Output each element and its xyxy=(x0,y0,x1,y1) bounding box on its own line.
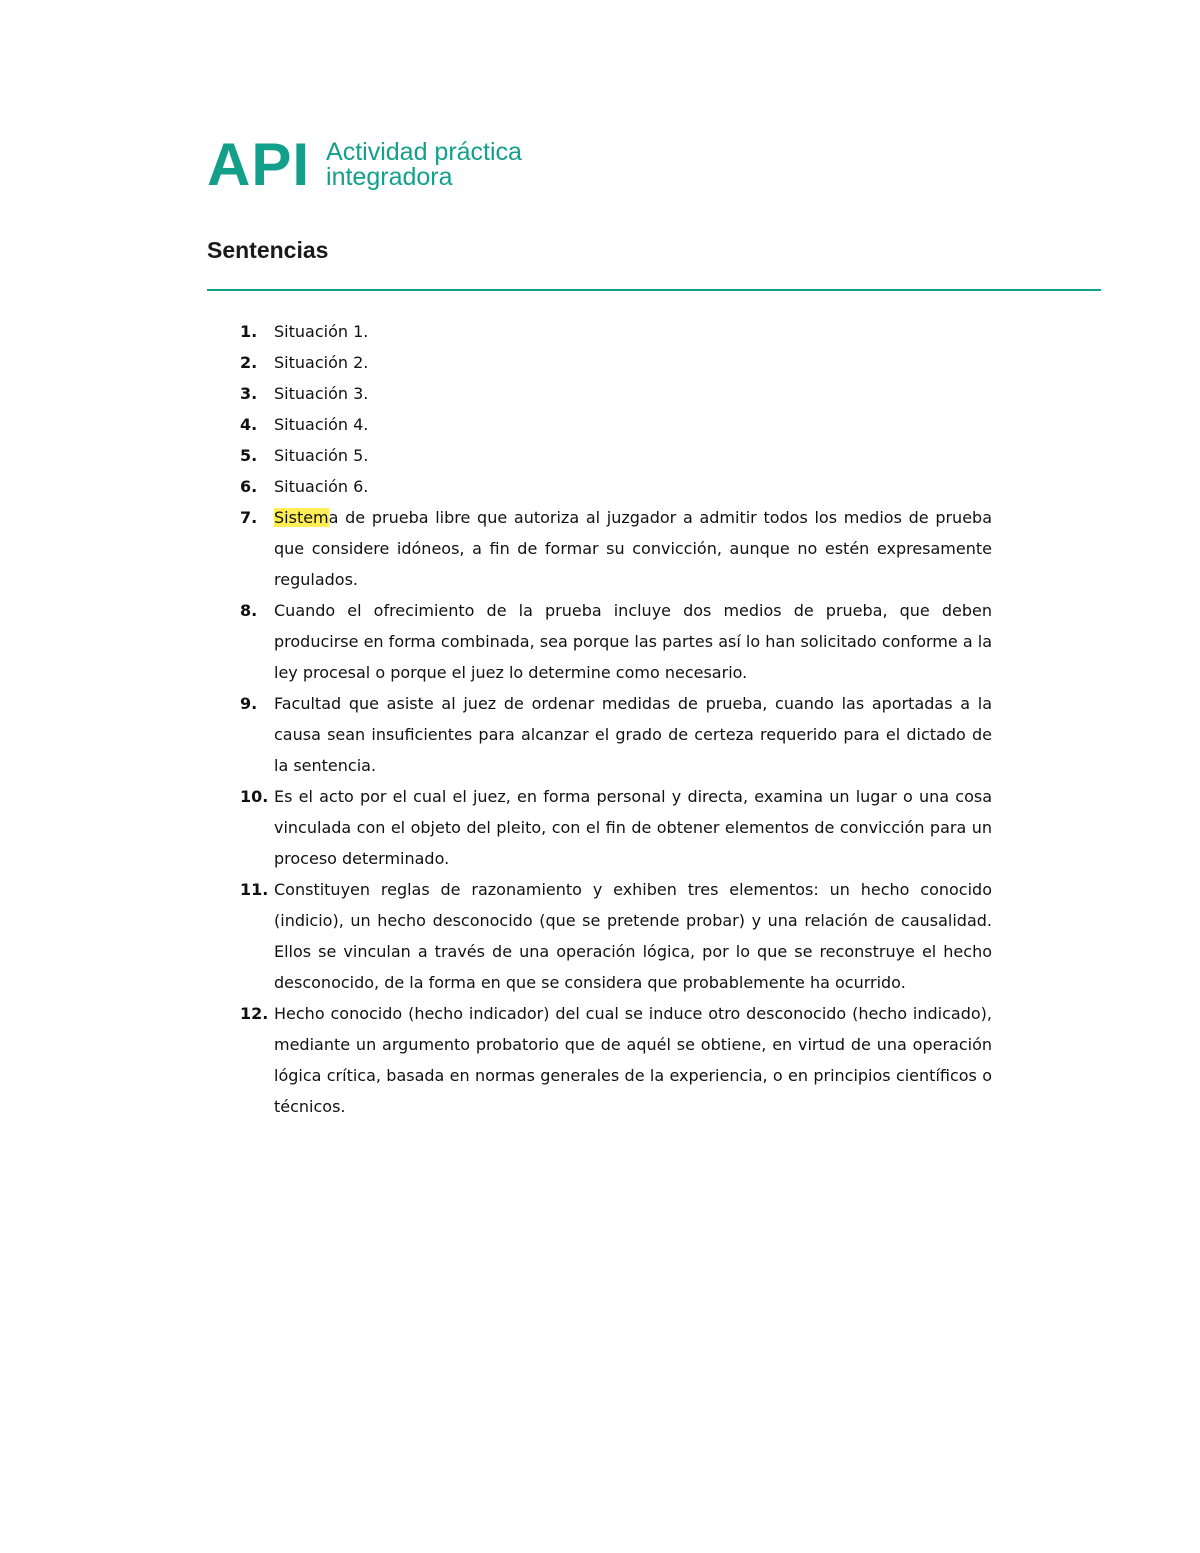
list-item xyxy=(240,781,992,874)
item-number: 2. xyxy=(240,353,258,372)
item-text: Situación 1. xyxy=(274,322,369,341)
item-text xyxy=(274,502,992,595)
item-text: Es el acto por el cual el juez, en forma personal y directa, examina un lugar o una cosa vinculada con el objeto del pleito, con el fin de obtener elementos de convicción para un proceso determinado. xyxy=(274,787,992,868)
sentences-list xyxy=(240,316,992,1122)
list-item xyxy=(240,440,992,471)
item-number: 1. xyxy=(240,322,258,341)
item-number: 12. xyxy=(240,1004,269,1023)
title-divider xyxy=(207,289,1101,291)
item-number: 7. xyxy=(240,508,258,527)
item-text: Situación 2. xyxy=(274,353,369,372)
logo-subtitle xyxy=(326,140,522,190)
item-number: 11. xyxy=(240,880,269,899)
logo-mark: API xyxy=(207,131,311,198)
item-text: Facultad que asiste al juez de ordenar medidas de prueba, cuando las aportadas a la causa sean insuficientes para alcanzar el grado de certeza requerido para el dictado de la sentencia. xyxy=(274,694,992,775)
logo-subtitle-line-1: Actividad práctica xyxy=(326,138,522,166)
list-item xyxy=(240,378,992,409)
list-item xyxy=(240,502,992,595)
item-number: 3. xyxy=(240,384,258,403)
logo-subtitle-line-2: integradora xyxy=(326,163,453,191)
item-text: Cuando el ofrecimiento de la prueba incluye dos medios de prueba, que deben producirse en forma combinada, sea porque las partes así lo han solicitado conforme a la ley procesal o porque el juez lo determine como necesario. xyxy=(274,601,992,682)
list-item xyxy=(240,316,992,347)
list-item xyxy=(240,595,992,688)
item-number: 8. xyxy=(240,601,258,620)
list-item xyxy=(240,409,992,440)
page-title: Sentencias xyxy=(207,237,329,263)
item-text: Constituyen reglas de razonamiento y exhiben tres elementos: un hecho conocido (indicio), un hecho desconocido (que se pretende probar) y una relación de causalidad. Ellos se vinculan a través de una operación lógica, por lo que se reconstruye el hecho desconocido, de la forma en que se considera que probablemente ha ocurrido. xyxy=(274,880,992,992)
api-logo xyxy=(207,131,522,198)
list-item xyxy=(240,688,992,781)
list-item xyxy=(240,874,992,998)
item-text: Hecho conocido (hecho indicador) del cual se induce otro desconocido (hecho indicado), mediante un argumento probatorio que de aquél se obtiene, en virtud de una operación lógica crítica, basada en normas generales de la experiencia, o en principios científicos o técnicos. xyxy=(274,1004,992,1116)
item-number: 5. xyxy=(240,446,258,465)
item-number: 10. xyxy=(240,787,269,806)
highlighted-text: Sistem xyxy=(274,508,329,527)
item-text: Situación 4. xyxy=(274,415,369,434)
item-number: 6. xyxy=(240,477,258,496)
item-number: 4. xyxy=(240,415,258,434)
item-text: Situación 3. xyxy=(274,384,369,403)
item-text: Situación 5. xyxy=(274,446,369,465)
item-text-rest: a de prueba libre que autoriza al juzgador a admitir todos los medios de prueba que considere idóneos, a fin de formar su convicción, aunque no estén expresamente regulados. xyxy=(274,508,992,589)
item-number: 9. xyxy=(240,694,258,713)
item-text: Situación 6. xyxy=(274,477,369,496)
list-item xyxy=(240,998,992,1122)
list-item xyxy=(240,347,992,378)
list-item xyxy=(240,471,992,502)
